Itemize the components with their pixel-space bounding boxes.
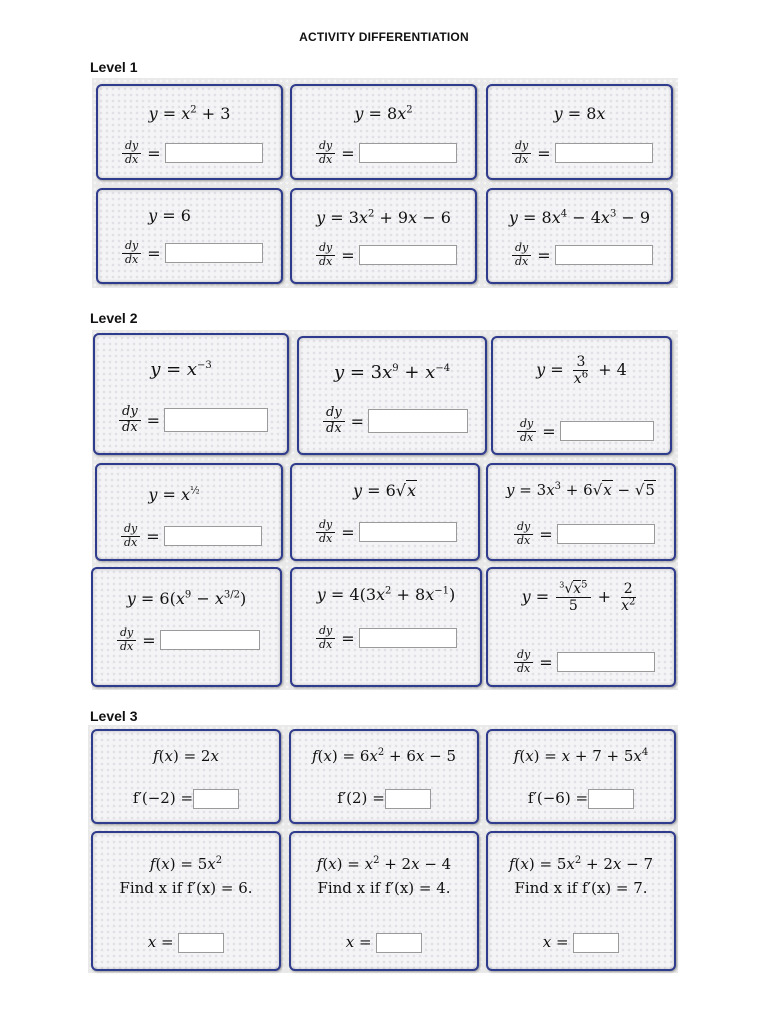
answer-input[interactable] [359,522,457,542]
document-title: ACTIVITY DIFFERENTIATION [299,30,469,44]
level-2-card-1 [93,333,289,455]
level-1-card-5 [290,188,477,284]
level-1-card-2 [290,84,477,180]
answer-input[interactable] [368,409,468,433]
derivative-prompt: $\frac{dy}{dx}$ = [314,242,457,268]
card-equation: y = 8x [553,104,606,123]
function-definition: f(x) = 2x [153,747,219,765]
level-2-card-4 [95,463,283,561]
derivative-prompt: $\frac{dy}{dx}$ = [115,627,260,653]
function-definition: $f(x) = x^2 + 2x - 4$ [316,855,452,873]
card-equation: $y = x^{\frac{1}{2}}$ [148,485,200,504]
level-3-card-3 [486,729,676,824]
card-equation: y = $\frac{3}{x^6}$ + 4 [536,354,627,388]
card-equation: y = 6√x [352,481,417,500]
level-3-card-2 [289,729,479,824]
level-3-card-5 [289,831,479,971]
function-definition: $f(x) = 5x^2 + 2x - 7$ [508,855,653,873]
level-1-card-6 [486,188,673,284]
function-definition: $f(x) = 6x^2 + 6x - 5$ [311,747,456,765]
answer-input[interactable] [193,789,239,809]
card-equation: $y = 8x^2$ [354,104,413,123]
card-equation: $y = 4(3x^2 + 8x^{-1})$ [316,585,456,604]
task-text: Find x if f′(x) = 4. [317,879,451,897]
level-1-card-4 [96,188,283,284]
card-equation: $y = x^{-3}$ [150,359,212,380]
answer-input[interactable] [555,143,653,163]
evaluation-prompt: f′(−6) = [488,789,674,809]
level-1-label: Level 1 [90,59,138,75]
answer-input[interactable] [359,143,457,163]
derivative-prompt: $\frac{dy}{dx}$ = [510,242,653,268]
card-equation: $y = 6(x^9 - x^{3/2})$ [126,589,247,608]
level-2-label: Level 2 [90,310,138,326]
derivative-prompt: $\frac{dy}{dx}$ = [321,406,468,437]
answer-input[interactable] [376,933,422,953]
level-2-card-3 [491,336,672,455]
answer-input[interactable] [555,245,653,265]
answer-input[interactable] [165,143,263,163]
level-3-card-4 [91,831,281,971]
answer-input[interactable] [165,243,263,263]
task-text: Find x if f′(x) = 6. [119,879,253,897]
answer-input[interactable] [359,245,457,265]
answer-input[interactable] [164,526,262,546]
answer-input[interactable] [178,933,224,953]
card-equation: $y = 3x^3 + 6√x - √5$ [506,481,655,499]
answer-input[interactable] [557,524,655,544]
derivative-prompt: $\frac{dy}{dx}$ = [120,140,263,166]
task-text: Find x if f′(x) = 7. [514,879,648,897]
card-equation: $y = x^2 + 3$ [148,104,231,123]
answer-prompt: x = [488,933,674,953]
derivative-prompt: $\frac{dy}{dx}$ = [512,649,655,675]
answer-prompt: x = [93,933,279,953]
level-1-card-3 [486,84,673,180]
answer-input[interactable] [573,933,619,953]
answer-input[interactable] [160,630,260,650]
card-equation: $y = 3x^2 + 9x - 6$ [316,208,451,227]
level-1-card-1 [96,84,283,180]
level-3-card-6 [486,831,676,971]
evaluation-prompt: f′(−2) = [93,789,279,809]
card-equation: y = $\frac{^3√x^5}{5}$ + $\frac{2}{x^2}$ [521,579,636,615]
card-equation: $y = 8x^4 - 4x^3 - 9$ [508,208,651,227]
answer-input[interactable] [359,628,457,648]
answer-prompt: x = [291,933,477,953]
level-2-card-7 [91,567,282,687]
level-3-card-1 [91,729,281,824]
derivative-prompt: $\frac{dy}{dx}$ = [117,405,268,436]
derivative-prompt: $\frac{dy}{dx}$ = [512,521,655,547]
function-definition: $f(x) = x + 7 + 5x^4$ [513,747,649,765]
derivative-prompt: $\frac{dy}{dx}$ = [314,625,457,651]
answer-input[interactable] [560,421,654,441]
answer-input[interactable] [385,789,431,809]
derivative-prompt: $\frac{dy}{dx}$ = [120,240,263,266]
function-definition: $f(x) = 5x^2$ [149,855,223,873]
answer-input[interactable] [588,789,634,809]
level-2-card-2 [297,336,487,455]
derivative-prompt: $\frac{dy}{dx}$ = [510,140,653,166]
level-2-card-9 [486,567,676,687]
derivative-prompt: $\frac{dy}{dx}$ = [314,519,457,545]
derivative-prompt: $\frac{dy}{dx}$ = [515,418,654,444]
derivative-prompt: $\frac{dy}{dx}$ = [119,523,262,549]
card-equation: $y = 3x^9 + x^{-4}$ [333,362,451,383]
level-3-label: Level 3 [90,708,138,724]
level-2-card-8 [290,567,482,687]
answer-input[interactable] [557,652,655,672]
evaluation-prompt: f′(2) = [291,789,477,809]
derivative-prompt: $\frac{dy}{dx}$ = [314,140,457,166]
answer-input[interactable] [164,408,268,432]
level-2-card-5 [290,463,480,561]
level-2-card-6 [486,463,676,561]
card-equation: y = 6 [148,206,191,225]
